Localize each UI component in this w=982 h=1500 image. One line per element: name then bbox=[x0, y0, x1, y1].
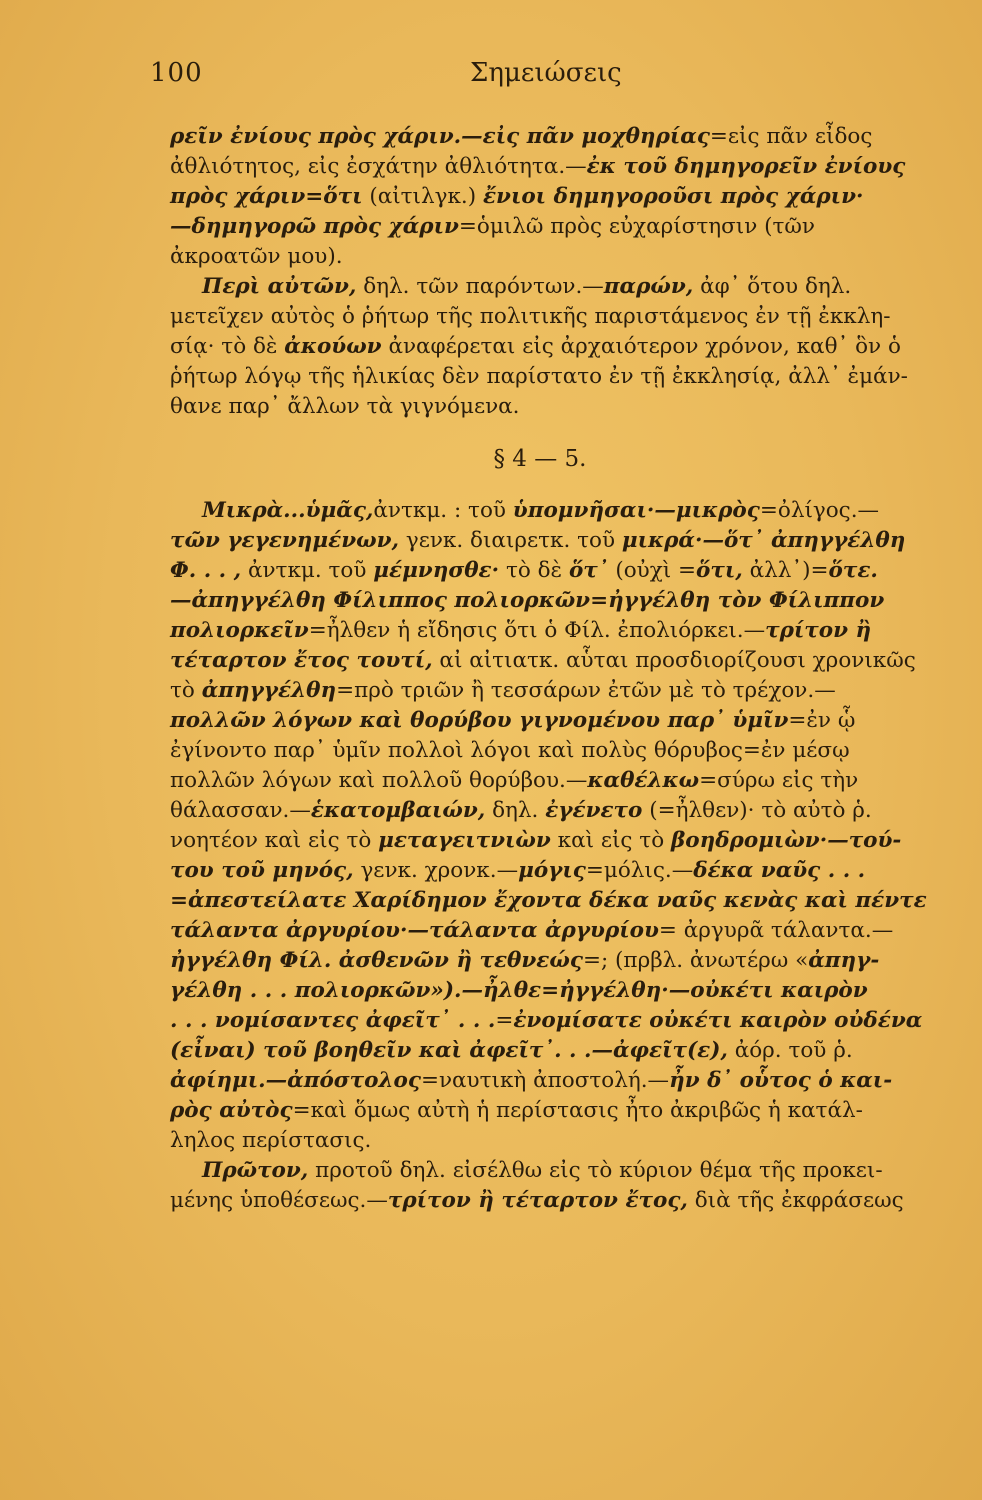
text-line bbox=[170, 1036, 950, 1066]
gloss-text: ἀντκμ. : τοῦ bbox=[373, 498, 513, 523]
gloss-text: ῥήτωρ λόγῳ τῆς ἡλικίας δὲν παρίστατο ἐν τῇ ἐκκλησίᾳ, ἀλλ᾽ ἐμάν- bbox=[170, 364, 908, 389]
gloss-text: (=ἦλθεν)· τὸ αὐτὸ ῥ. bbox=[642, 798, 872, 823]
lemma-text: βοηδρομιὼν·—τού- bbox=[670, 828, 902, 853]
lemma-text: ἀπηγ- bbox=[808, 948, 880, 973]
gloss-text: (οὐχὶ = bbox=[608, 558, 697, 583]
text-line bbox=[170, 1186, 950, 1216]
lemma-text: ὅτε. bbox=[828, 558, 878, 583]
running-title: Σημειώσεις bbox=[470, 58, 622, 88]
text-line bbox=[170, 1096, 950, 1126]
lemma-text: . . . νομίσαντες ἀφεῖτ᾽ . . . bbox=[170, 1008, 496, 1033]
page-number: 100 bbox=[150, 58, 203, 88]
text-line bbox=[170, 676, 950, 706]
lemma-text: Πρῶτον, bbox=[202, 1158, 309, 1183]
text-line bbox=[170, 796, 950, 826]
text-line bbox=[170, 526, 950, 556]
gloss-text: καὶ εἰς τὸ bbox=[550, 828, 671, 853]
text-line bbox=[170, 242, 950, 272]
lemma-text: μέμνησθε· bbox=[373, 558, 500, 583]
gloss-text: νοητέον καὶ εἰς τὸ bbox=[170, 828, 379, 853]
paragraph bbox=[170, 272, 950, 422]
text-line bbox=[170, 332, 950, 362]
gloss-text: =ναυτικὴ ἀποστολή.— bbox=[420, 1068, 670, 1093]
lemma-text: ἦν δ᾽ οὗτος ὁ και- bbox=[669, 1068, 893, 1093]
lemma-text: πολλῶν λόγων καὶ θορύβου γιγνομένου παρ᾽ ὑμῖν bbox=[170, 708, 789, 733]
gloss-text: ἀκροατῶν μου). bbox=[170, 244, 343, 269]
text-line bbox=[170, 946, 950, 976]
text-line bbox=[170, 706, 950, 736]
gloss-text: θανε παρ᾽ ἄλλων τὰ γιγνόμενα. bbox=[170, 394, 520, 419]
lemma-text: ὑπομνῆσαι·—μικρὸς bbox=[512, 498, 760, 523]
lemma-text: δέκα ναῦς . . . bbox=[693, 858, 866, 883]
lemma-text: μικρά·—ὅτ᾽ ἀπηγγέλθη bbox=[621, 528, 906, 553]
paragraph bbox=[170, 496, 950, 1156]
paragraph bbox=[170, 122, 950, 272]
lemma-text: πολιορκεῖν bbox=[170, 618, 309, 643]
lemma-text: ἑκατομβαιών, bbox=[310, 798, 486, 823]
lemma-text: ρεῖν ἐνίους πρὸς χάριν.—εἰς πᾶν μοχθηρίας bbox=[170, 124, 710, 149]
gloss-text: =σύρω εἰς τὴν bbox=[699, 768, 859, 793]
page-header bbox=[150, 58, 910, 98]
text-line bbox=[170, 362, 950, 392]
text-line bbox=[170, 916, 950, 946]
gloss-text: =μόλις.— bbox=[585, 858, 694, 883]
page-body bbox=[170, 122, 950, 1216]
gloss-text: ἀναφέρεται εἰς ἀρχαιότερον χρόνον, καθ᾽ ὃν ὁ bbox=[381, 334, 901, 359]
lemma-text: Περὶ αὐτῶν, bbox=[202, 274, 357, 299]
lemma-text: παρών, bbox=[603, 274, 694, 299]
lemma-text: ὅτ᾽ bbox=[568, 558, 609, 583]
gloss-text: =ὁμιλῶ πρὸς εὐχαρίστησιν (τῶν bbox=[458, 214, 816, 239]
gloss-text: γενκ. διαιρετκ. τοῦ bbox=[399, 528, 622, 553]
gloss-text: πολλῶν λόγων καὶ πολλοῦ θορύβου.— bbox=[170, 768, 588, 793]
lemma-text: ἀκούων bbox=[284, 334, 382, 359]
lemma-text: ἔνιοι δημηγοροῦσι πρὸς χάριν· bbox=[482, 184, 864, 209]
lemma-text: ὅτι, bbox=[696, 558, 743, 583]
lemma-text: ἀφίημι.—ἀπόστολος bbox=[170, 1068, 421, 1093]
text-line bbox=[170, 586, 950, 616]
lemma-text: ρὸς αὐτὸς bbox=[170, 1098, 293, 1123]
gloss-text: =καὶ ὅμως αὐτὴ ἡ περίστασις ἦτο ἀκριβῶς ἡ κατάλ- bbox=[292, 1098, 863, 1123]
lemma-text: τρίτον ἢ bbox=[765, 618, 872, 643]
gloss-text: =ἦλθεν ἡ εἴδησις ὅτι ὁ Φίλ. ἐπολιόρκει.— bbox=[308, 618, 766, 643]
gloss-text: τὸ bbox=[170, 678, 202, 703]
lemma-text: τάλαντα ἀργυρίου·—τάλαντα ἀργυρίου bbox=[170, 918, 659, 943]
gloss-text: μετεῖχεν αὐτὸς ὁ ῥήτωρ τῆς πολιτικῆς παριστάμενος ἐν τῇ ἐκκλη- bbox=[170, 304, 891, 329]
lemma-text: μεταγειτνιὼν bbox=[378, 828, 551, 853]
text-line bbox=[170, 646, 950, 676]
gloss-text: δηλ. bbox=[485, 798, 546, 823]
lemma-text: τρίτον ἢ τέταρτον ἔτος, bbox=[387, 1188, 688, 1213]
gloss-text: ἀφ᾽ ὅτου δηλ. bbox=[693, 274, 852, 299]
text-line bbox=[170, 616, 950, 646]
notes-block-2 bbox=[170, 496, 950, 1216]
lemma-text: ἀπηγγέλθη bbox=[201, 678, 337, 703]
text-line bbox=[170, 886, 950, 916]
text-line bbox=[170, 856, 950, 886]
gloss-text: = bbox=[495, 1008, 514, 1033]
lemma-text: Μικρὰ...ὑμᾶς, bbox=[202, 498, 374, 523]
lemma-text: καθέλκω bbox=[587, 768, 700, 793]
text-line bbox=[170, 496, 950, 526]
lemma-text: πρὸς χάριν=ὅτι bbox=[170, 184, 363, 209]
lemma-text: του τοῦ μηνός, bbox=[170, 858, 354, 883]
lemma-text: Φ. . . , bbox=[170, 558, 242, 583]
lemma-text: μόγις bbox=[518, 858, 586, 883]
gloss-text: =; (πρβλ. ἀνωτέρω « bbox=[582, 948, 809, 973]
lemma-text: ἐνομίσατε οὐκέτι καιρὸν οὐδένα bbox=[513, 1008, 923, 1033]
gloss-text: ἀντκμ. τοῦ bbox=[241, 558, 374, 583]
lemma-text: ἠγγέλθη Φίλ. ἀσθενῶν ἢ τεθνεώς bbox=[170, 948, 583, 973]
notes-block-1 bbox=[170, 122, 950, 422]
text-line bbox=[170, 1006, 950, 1036]
text-line bbox=[170, 766, 950, 796]
gloss-text: ἐγίνοντο παρ᾽ ὑμῖν πολλοὶ λόγοι καὶ πολὺς θόρυβος=ἐν μέσῳ bbox=[170, 738, 850, 763]
lemma-text: =ἀπεστείλατε Χαρίδημον ἔχοντα δέκα ναῦς κενὰς καὶ πέντε bbox=[170, 888, 927, 913]
text-line bbox=[170, 152, 950, 182]
gloss-text: ληλος περίστασις. bbox=[170, 1128, 372, 1153]
gloss-text: μένης ὑποθέσεως.— bbox=[170, 1188, 388, 1213]
lemma-text: τέταρτον ἔτος τουτί, bbox=[170, 648, 433, 673]
gloss-text: ἀθλιότητος, εἰς ἐσχάτην ἀθλιότητα.— bbox=[170, 154, 587, 179]
lemma-text: (εἶναι) τοῦ βοηθεῖν καὶ ἀφεῖτ᾽. . .—ἀφεῖτ(ε), bbox=[170, 1038, 728, 1063]
text-line bbox=[170, 736, 950, 766]
lemma-text: ἐγένετο bbox=[545, 798, 643, 823]
text-line bbox=[170, 1066, 950, 1096]
lemma-text: —ἀπηγγέλθη Φίλιππος πολιορκῶν=ἠγγέλθη τὸν Φίλιππον bbox=[170, 588, 885, 613]
gloss-text: θάλασσαν.— bbox=[170, 798, 311, 823]
gloss-text: δηλ. τῶν παρόντων.— bbox=[356, 274, 604, 299]
text-line bbox=[170, 976, 950, 1006]
gloss-text: = ἀργυρᾶ τάλαντα.— bbox=[658, 918, 894, 943]
text-line bbox=[170, 302, 950, 332]
text-line bbox=[170, 392, 950, 422]
gloss-text: =πρὸ τριῶν ἢ τεσσάρων ἐτῶν μὲ τὸ τρέχον.— bbox=[336, 678, 836, 703]
text-line bbox=[170, 826, 950, 856]
text-line bbox=[170, 182, 950, 212]
lemma-text: τῶν γεγενημένων, bbox=[170, 528, 400, 553]
gloss-text: =ὀλίγος.— bbox=[759, 498, 880, 523]
text-line bbox=[170, 1156, 950, 1186]
paragraph bbox=[170, 1156, 950, 1216]
gloss-text: προτοῦ δηλ. εἰσέλθω εἰς τὸ κύριον θέμα τῆς προκει- bbox=[308, 1158, 883, 1183]
gloss-text: αἰ αἰτιατκ. αὗται προσδιορίζουσι χρονικῶς bbox=[432, 648, 916, 673]
gloss-text: τὸ δὲ bbox=[499, 558, 569, 583]
gloss-text: (αἰτιλγκ.) bbox=[362, 184, 483, 209]
lemma-text: —δημηγορῶ πρὸς χάριν bbox=[170, 214, 459, 239]
text-line bbox=[170, 212, 950, 242]
lemma-text: γέλθη . . . πολιορκῶν»).—ἦλθε=ἠγγέλθη·—οὐκέτι καιρὸν bbox=[170, 978, 868, 1003]
gloss-text: διὰ τῆς ἐκφράσεως bbox=[687, 1188, 904, 1213]
text-line bbox=[170, 122, 950, 152]
text-line bbox=[170, 556, 950, 586]
gloss-text: ἀόρ. τοῦ ῥ. bbox=[727, 1038, 853, 1063]
lemma-text: ἐκ τοῦ δημηγορεῖν ἐνίους bbox=[586, 154, 906, 179]
section-heading: § 4 — 5. bbox=[493, 446, 587, 472]
gloss-text: σίᾳ· τὸ δὲ bbox=[170, 334, 285, 359]
text-line bbox=[170, 1126, 950, 1156]
text-line bbox=[170, 272, 950, 302]
gloss-text: =εἰς πᾶν εἶδος bbox=[709, 124, 873, 149]
gloss-text: ἀλλ᾽)= bbox=[742, 558, 829, 583]
gloss-text: =ἐν ᾧ bbox=[788, 708, 856, 733]
gloss-text: γενκ. χρονκ.— bbox=[353, 858, 519, 883]
